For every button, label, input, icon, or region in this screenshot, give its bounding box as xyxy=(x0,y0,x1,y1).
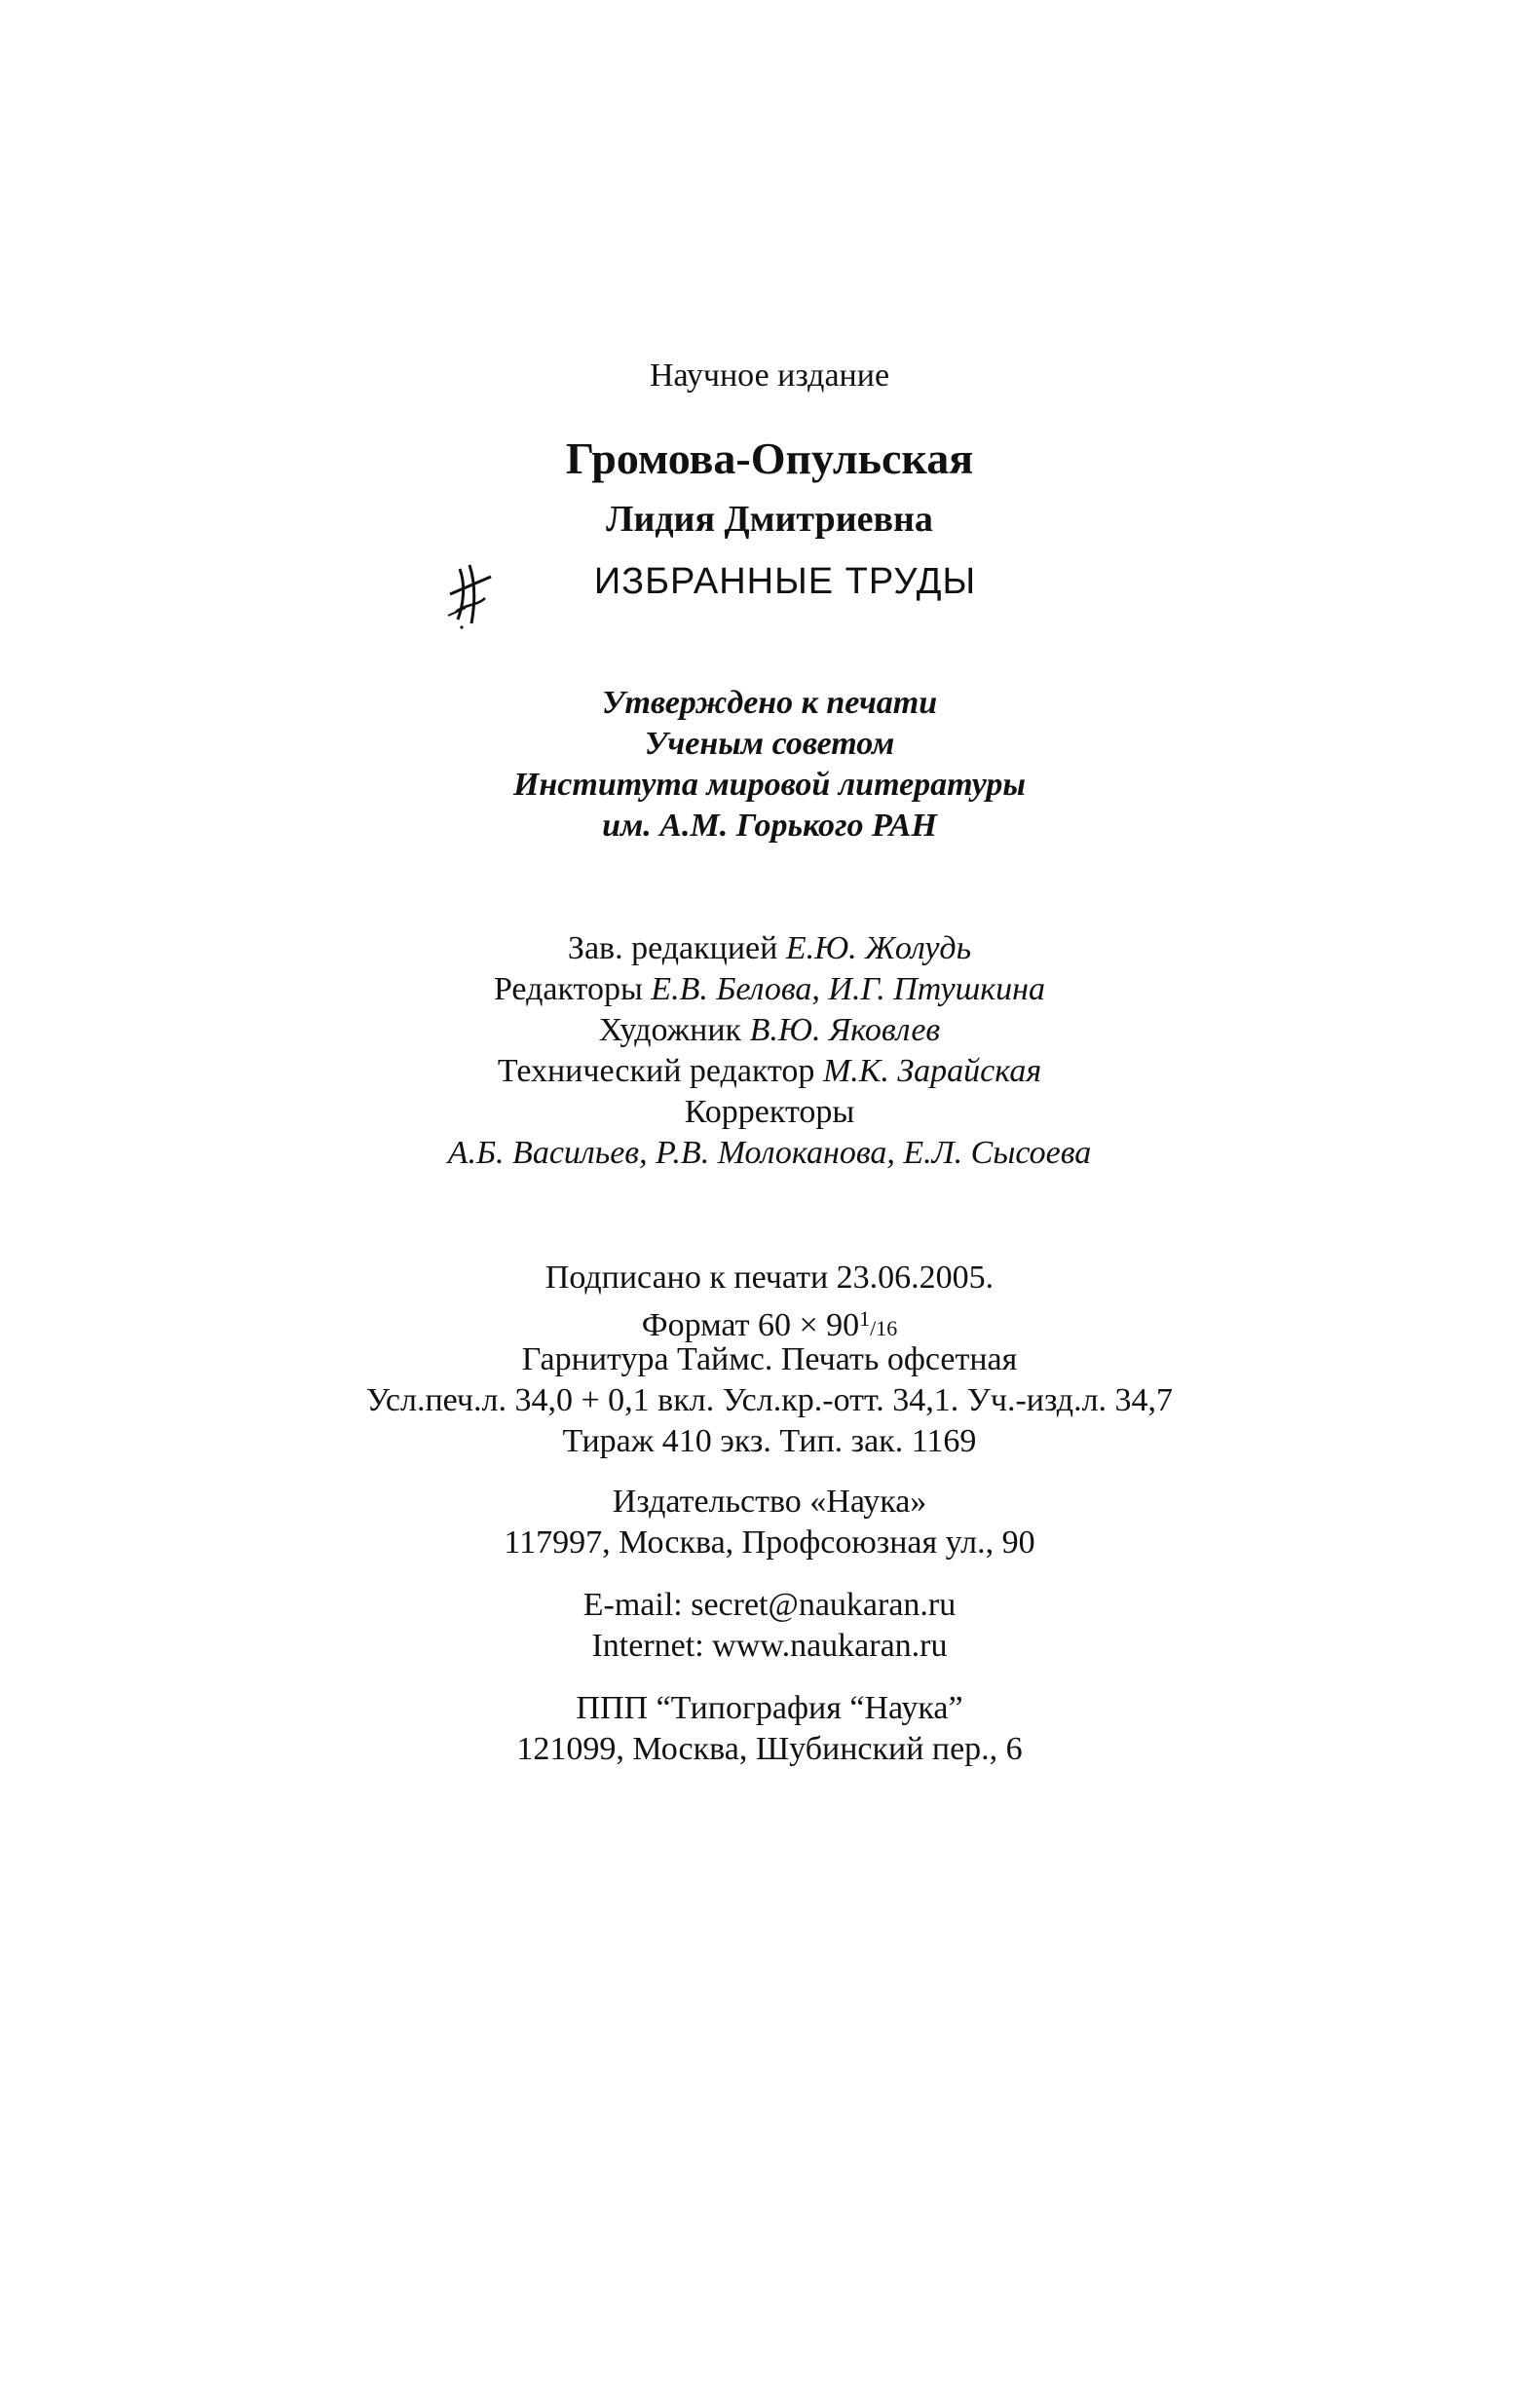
author-name: Лидия Дмитриевна xyxy=(606,499,933,540)
print-sheets: Усл.печ.л. 34,0 + 0,1 вкл. Усл.кр.-отт. 34,1. Уч.-изд.л. 34,7 xyxy=(365,1382,1174,1418)
printer-address: 121099, Москва, Шубинский пер., 6 xyxy=(516,1731,1023,1767)
staff-head-name: Е.Ю. Жолудь xyxy=(785,930,972,966)
print-format-numerator: 1 xyxy=(859,1306,871,1331)
print-typeface: Гарнитура Таймс. Печать офсетная xyxy=(521,1341,1018,1377)
staff-proofreaders-names: А.Б. Васильев, Р.В. Молоканова, Е.Л. Сысоева xyxy=(447,1135,1092,1171)
contact-internet: Internet: www.naukaran.ru xyxy=(591,1628,948,1664)
staff-artist xyxy=(0,1011,1539,1050)
staff-head-label: Зав. редакцией xyxy=(567,930,778,966)
approval-line-2: Ученым советом xyxy=(644,726,895,762)
print-signed: Подписано к печати 23.06.2005. xyxy=(544,1260,995,1296)
print-format-denominator: /16 xyxy=(870,1316,898,1340)
print-format-prefix: Формат 60 × 90 xyxy=(641,1307,860,1343)
staff-editors-label: Редакторы xyxy=(493,971,643,1007)
contact-email: E-mail: secret@naukaran.ru xyxy=(582,1587,957,1623)
genre-label: Научное издание xyxy=(649,357,890,394)
staff-tech-editor xyxy=(0,1052,1539,1091)
staff-editors xyxy=(0,970,1539,1009)
staff-head xyxy=(0,929,1539,968)
staff-artist-name: В.Ю. Яковлев xyxy=(749,1012,941,1048)
publisher-address: 117997, Москва, Профсоюзная ул., 90 xyxy=(504,1524,1035,1561)
staff-tech-label: Технический редактор xyxy=(497,1053,815,1089)
print-run: Тираж 410 экз. Тип. зак. 1169 xyxy=(562,1423,977,1459)
printer-name: ППП “Типография “Наука” xyxy=(576,1690,963,1726)
approval-line-1: Утверждено к печати xyxy=(601,685,938,721)
approval-line-3: Института мировой литературы xyxy=(512,767,1027,803)
author-surname: Громова-Опульская xyxy=(565,433,974,483)
book-title: ИЗБРАННЫЕ ТРУДЫ xyxy=(593,561,977,602)
staff-tech-name: М.К. Зарайская xyxy=(822,1053,1042,1089)
staff-editors-names: Е.В. Белова, И.Г. Птушкина xyxy=(651,971,1046,1007)
approval-line-4: им. А.М. Горького РАН xyxy=(602,808,937,844)
staff-proofreaders-label: Корректоры xyxy=(684,1094,855,1130)
publisher-name: Издательство «Наука» xyxy=(612,1484,927,1520)
staff-artist-label: Художник xyxy=(598,1012,742,1048)
